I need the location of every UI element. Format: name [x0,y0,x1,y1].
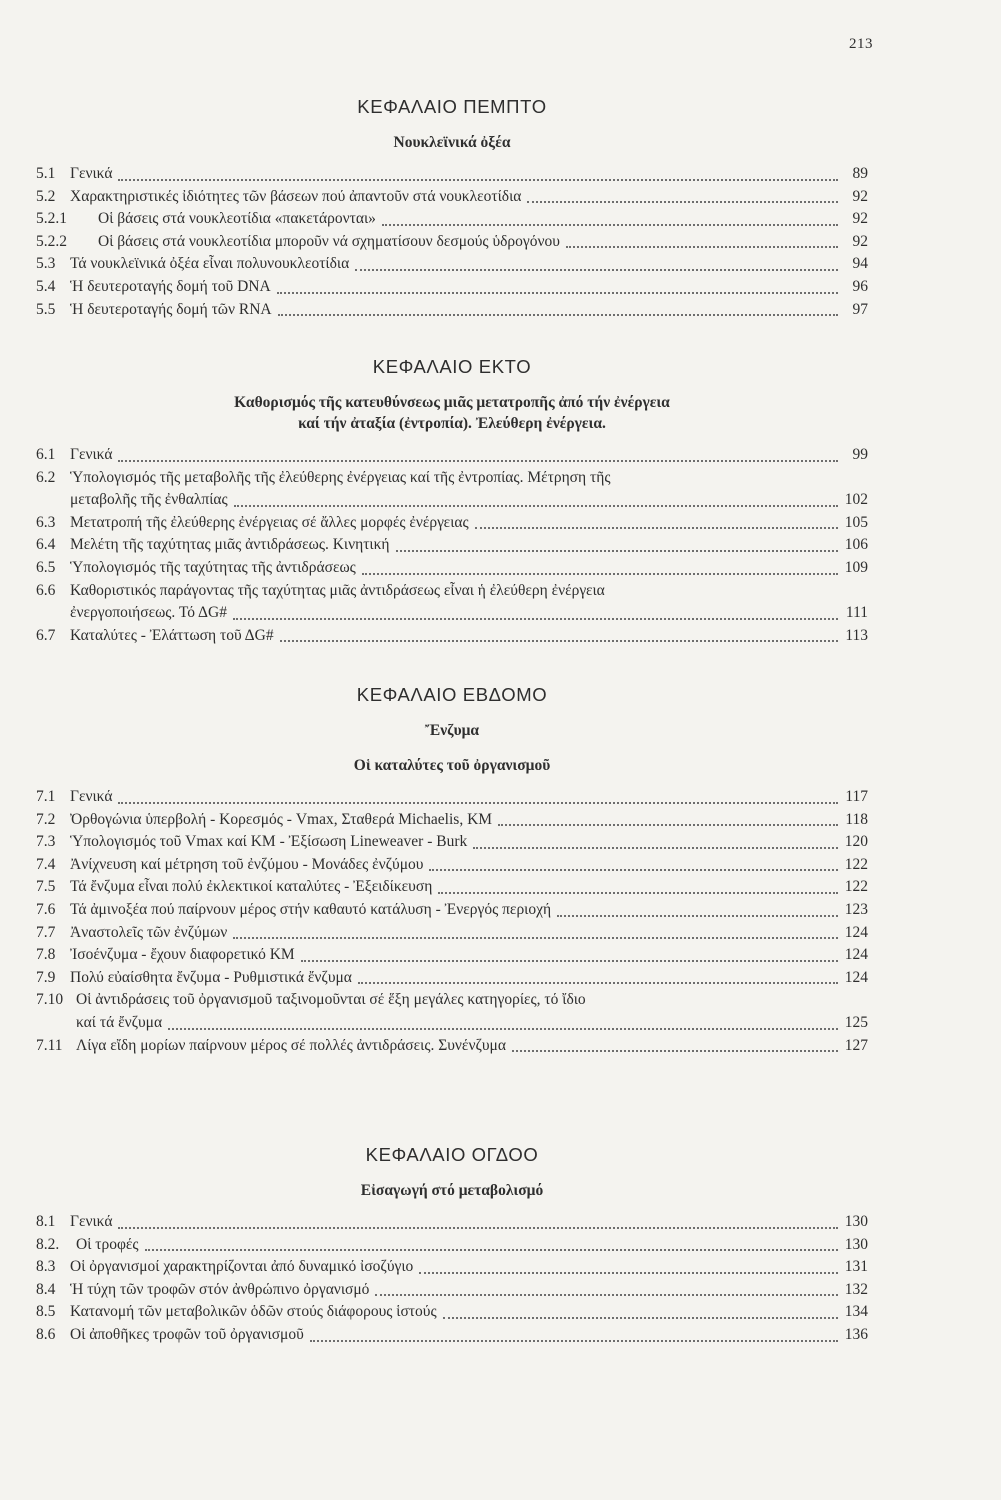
toc-entry[interactable] [36,276,868,299]
section-title: Μετατροπή τῆς ἐλεύθερης ἐνέργειας σέ ἄλλες μορφές ἐνέργειας [70,513,469,531]
page-reference: 113 [845,626,868,644]
section-number: 7.11 [36,1036,63,1054]
section-number: 7.3 [36,833,56,851]
toc-entry[interactable] [36,208,868,231]
section-title: Οἱ τροφές [76,1235,139,1253]
toc-entry[interactable] [36,1256,868,1279]
dot-leader [566,236,838,248]
section-number: 8.5 [36,1303,56,1321]
toc-entry-second-line [36,602,868,625]
page-reference: 109 [844,558,868,576]
toc-list [36,786,868,1057]
toc-entry[interactable] [36,786,868,809]
section-title-continued: ἐνεργοποιήσεως. Τό ΔG# [70,604,227,622]
page-reference: 122 [844,855,868,873]
section-title: Οἱ ἀποθῆκες τροφῶν τοῦ ὀργανισμοῦ [70,1325,304,1343]
dot-leader [118,169,838,181]
section-number: 7.10 [36,991,64,1009]
section-title: Οἱ ὀργανισμοί χαρακτηρίζονται ἀπό δυναμικό ἰσοζύγιο [70,1258,414,1276]
dot-leader [429,859,838,871]
dot-leader [118,792,838,804]
page-reference: 122 [844,878,868,896]
page-reference: 124 [844,968,868,986]
dot-leader [443,1307,838,1319]
page-reference: 106 [844,536,868,554]
section-number: 7.2 [36,810,56,828]
section-title: Γενικά [70,165,113,182]
section-number: 5.2.1 [36,210,67,228]
section-title: Γενικά [70,788,113,805]
section-number: 8.3 [36,1258,56,1276]
dot-leader [301,950,838,962]
page-reference: 131 [844,1258,868,1276]
chapter-subtitle [36,132,868,153]
section-number: 7.1 [36,788,56,805]
section-title: Ἀναστολεῖς τῶν ἐνζύμων [70,923,228,941]
section-number: 8.1 [36,1213,56,1230]
page-reference: 136 [844,1325,868,1343]
chapter-title: ΚΕΦΑΛΑΙΟ ΠΕΜΠΤΟ [357,96,547,117]
toc-entry[interactable] [36,299,868,322]
toc-entry[interactable] [36,876,868,899]
section-number: 7.7 [36,923,56,941]
section-title: Μελέτη τῆς ταχύτητας μιᾶς ἀντιδράσεως. Κινητική [70,536,390,554]
section-number: 6.4 [36,536,56,554]
toc-entry[interactable] [36,512,868,535]
toc-entry-first-line [36,580,868,603]
toc-list [36,444,868,647]
section-title: Ἡ δευτεροταγής δομή τοῦ DNA [70,277,271,295]
toc-list [36,1211,868,1347]
toc-entry[interactable] [36,989,868,1034]
dot-leader [355,259,838,271]
section-number: 5.5 [36,300,56,318]
page-reference: 130 [844,1213,868,1230]
toc-entry-second-line [36,1012,868,1035]
dot-leader [168,1018,838,1030]
section-number: 6.5 [36,558,56,576]
section-number: 7.4 [36,855,56,873]
page-reference: 94 [852,255,868,273]
section-number: 6.2 [36,468,56,486]
section-number: 7.9 [36,968,56,986]
section-title: Οἱ βάσεις στά νουκλεοτίδια «πακετάρονται» [98,210,376,228]
dot-leader [557,905,838,917]
section-number: 7.5 [36,878,56,896]
chapter-subtitle-line: Εἰσαγωγή στό μεταβολισμό [360,1182,544,1199]
section-title: Ὑπολογισμός τῆς ταχύτητας τῆς ἀντιδράσεως [70,558,356,576]
chapter-subtitle [36,392,868,434]
dot-leader [475,517,838,529]
section-number: 6.7 [36,626,56,644]
dot-leader [382,214,838,226]
page-reference: 105 [844,513,868,531]
section-number: 8.6 [36,1325,56,1343]
dot-leader [233,608,838,620]
page-reference: 96 [852,277,868,295]
toc-entry[interactable] [36,467,868,512]
chapter-7 [36,684,868,1057]
page-reference: 124 [844,946,868,964]
chapter-subtitle-line: Καθορισμός τῆς κατευθύνσεως μιᾶς μετατροπῆς ἀπό τήν ἐνέργεια [234,394,670,411]
chapter-subtitle [36,1180,868,1201]
dot-leader [362,563,838,575]
section-title: Τά νουκλεϊνικά ὀξέα εἶναι πολυνουκλεοτίδια [70,255,350,273]
page-reference: 89 [852,165,868,182]
dot-leader [512,1040,838,1052]
section-title-continued: καί τά ἔνζυμα [76,1013,163,1031]
section-number: 5.4 [36,277,56,295]
toc-entry-first-line [36,467,868,490]
dot-leader [396,540,838,552]
page-reference: 124 [844,923,868,941]
section-number: 7.8 [36,946,56,964]
section-title: Ὀρθογώνια ὑπερβολή - Κορεσμός - Vmax, Σταθερά Michaelis, KM [70,810,493,828]
toc-entry[interactable] [36,163,868,186]
page-reference: 125 [844,1013,868,1031]
section-number: 6.3 [36,513,56,531]
section-number: 6.6 [36,581,56,599]
dot-leader [358,972,838,984]
chapter-8 [36,1144,868,1347]
toc-entry[interactable] [36,580,868,625]
section-title: Γενικά [70,446,113,463]
dot-leader [280,630,838,642]
section-title: Λίγα εἴδη μορίων παίρνουν μέρος σέ πολλές ἀντιδράσεις. Συνένζυμα [76,1036,506,1054]
dot-leader [527,191,838,203]
section-number: 8.4 [36,1280,56,1298]
chapter-subtitle-line: Ἔνζυμα [424,722,480,739]
dot-leader [118,450,838,462]
toc-entry[interactable] [36,922,868,945]
dot-leader [278,304,838,316]
page-reference: 117 [845,788,868,805]
toc-entry[interactable] [36,1324,868,1347]
section-title: Τά ἀμινοξέα πού παίρνουν μέρος στήν καθαυτό κατάλυση - Ἐνεργός περιοχή [70,900,552,918]
section-title: Χαρακτηριστικές ἰδιότητες τῶν βάσεων πού ἀπαντοῦν στά νουκλεοτίδια [70,187,522,205]
chapter-title: ΚΕΦΑΛΑΙΟ ΕΒΔΟΜΟ [356,684,548,705]
section-number: 5.3 [36,255,56,273]
toc-entry[interactable] [36,186,868,209]
toc-entry[interactable] [36,899,868,922]
section-title: Τά ἔνζυμα εἶναι πολύ ἐκλεκτικοί καταλύτες - Ἐξειδίκευση [70,878,433,896]
page-number: 213 [849,36,873,52]
section-title: Ἡ τύχη τῶν τροφῶν στόν ἀνθρώπινο ὀργανισμό [70,1280,370,1298]
toc-entry[interactable] [36,809,868,832]
page-reference: 102 [844,491,868,509]
chapter-title: ΚΕΦΑΛΑΙΟ ΕΚΤΟ [372,356,532,377]
toc-entry[interactable] [36,1279,868,1302]
chapter-subtitle-line: Νουκλεϊνικά ὀξέα [393,134,511,151]
section-title: Ἡ δευτεροταγής δομή τῶν RNA [70,300,272,318]
dot-leader [145,1239,838,1251]
page-reference: 111 [845,604,868,622]
section-number: 7.6 [36,900,56,918]
section-title: Πολύ εὐαίσθητα ἔνζυμα - Ρυθμιστικά ἔνζυμα [70,968,352,986]
dot-leader [419,1262,838,1274]
page-reference: 97 [852,300,868,318]
toc-entry[interactable] [36,1301,868,1324]
section-title: Κατανομή τῶν μεταβολικῶν ὁδῶν στούς διάφορους ἱστούς [70,1303,437,1321]
section-title: Γενικά [70,1213,113,1230]
page-reference: 92 [852,232,868,250]
section-title-continued: μεταβολῆς τῆς ἐνθαλπίας [70,491,228,509]
toc-entry[interactable] [36,1035,868,1058]
chapter-6 [36,356,868,647]
dot-leader [118,1217,838,1229]
section-number: 5.1 [36,165,56,182]
toc-entry[interactable] [36,534,868,557]
page-reference: 127 [844,1036,868,1054]
toc-entry[interactable] [36,444,868,467]
section-title: Οἱ ἀντιδράσεις τοῦ ὀργανισμοῦ ταξινομοῦνται σέ ἕξη μεγάλες κατηγορίες, τό ἴδιο [76,991,586,1009]
dot-leader [438,882,838,894]
page-reference: 92 [852,210,868,228]
dot-leader [498,814,838,826]
page-reference: 130 [844,1235,868,1253]
chapter-subtitle [36,720,868,776]
toc-entry[interactable] [36,557,868,580]
section-number: 5.2.2 [36,232,67,250]
dot-leader [233,927,838,939]
toc-entry[interactable] [36,253,868,276]
page-reference: 92 [852,187,868,205]
toc-entry[interactable] [36,1234,868,1257]
chapter-subtitle-line: καί τήν ἀταξία (ἐντροπία). Ἐλεύθερη ἐνέργεια. [298,415,606,432]
section-title: Ὑπολογισμός τοῦ Vmax καί KM - Ἐξίσωση Lineweaver - Burk [70,833,468,851]
section-title: Ἀνίχνευση καί μέτρηση τοῦ ἐνζύμου - Μονάδες ἐνζύμου [70,855,424,873]
toc-entry[interactable] [36,967,868,990]
section-title: Οἱ βάσεις στά νουκλεοτίδια μποροῦν νά σχηματίσουν δεσμούς ὑδρογόνου [98,232,560,250]
chapter-subtitle-line: Οἱ καταλύτες τοῦ ὀργανισμοῦ [353,757,551,774]
chapter-title: ΚΕΦΑΛΑΙΟ ΟΓΔΟΟ [365,1144,539,1165]
section-title: Καθοριστικός παράγοντας τῆς ταχύτητας μιᾶς ἀντιδράσεως εἶναι ἡ ἐλεύθερη ἐνέργεια [70,581,605,599]
page-reference: 123 [844,900,868,918]
toc-entry[interactable] [36,944,868,967]
section-number: 5.2 [36,187,56,205]
toc-entry[interactable] [36,1211,868,1234]
dot-leader [375,1284,838,1296]
toc-entry[interactable] [36,231,868,254]
dot-leader [277,282,838,294]
page-reference: 120 [844,833,868,851]
toc-entry[interactable] [36,625,868,648]
dot-leader [310,1330,838,1342]
section-number: 8.2. [36,1235,60,1253]
toc-entry-second-line [36,489,868,512]
dot-leader [473,837,838,849]
chapter-5 [36,96,868,321]
page-reference: 134 [844,1303,868,1321]
page-reference: 132 [844,1280,868,1298]
page-reference: 118 [845,810,868,828]
dot-leader [234,495,838,507]
toc-list [36,163,868,321]
section-title: Ἰσοένζυμα - ἔχουν διαφορετικό KM [70,946,295,964]
section-number: 6.1 [36,446,56,463]
toc-entry[interactable] [36,854,868,877]
section-title: Καταλύτες - Ἐλάττωση τοῦ ΔG# [70,626,274,644]
section-title: Ὑπολογισμός τῆς μεταβολῆς τῆς ἐλεύθερης ἐνέργειας καί τῆς ἐντροπίας. Μέτρηση τῆς [70,468,611,486]
toc-entry-first-line [36,989,868,1012]
toc-entry[interactable] [36,831,868,854]
page-reference: 99 [852,446,868,463]
